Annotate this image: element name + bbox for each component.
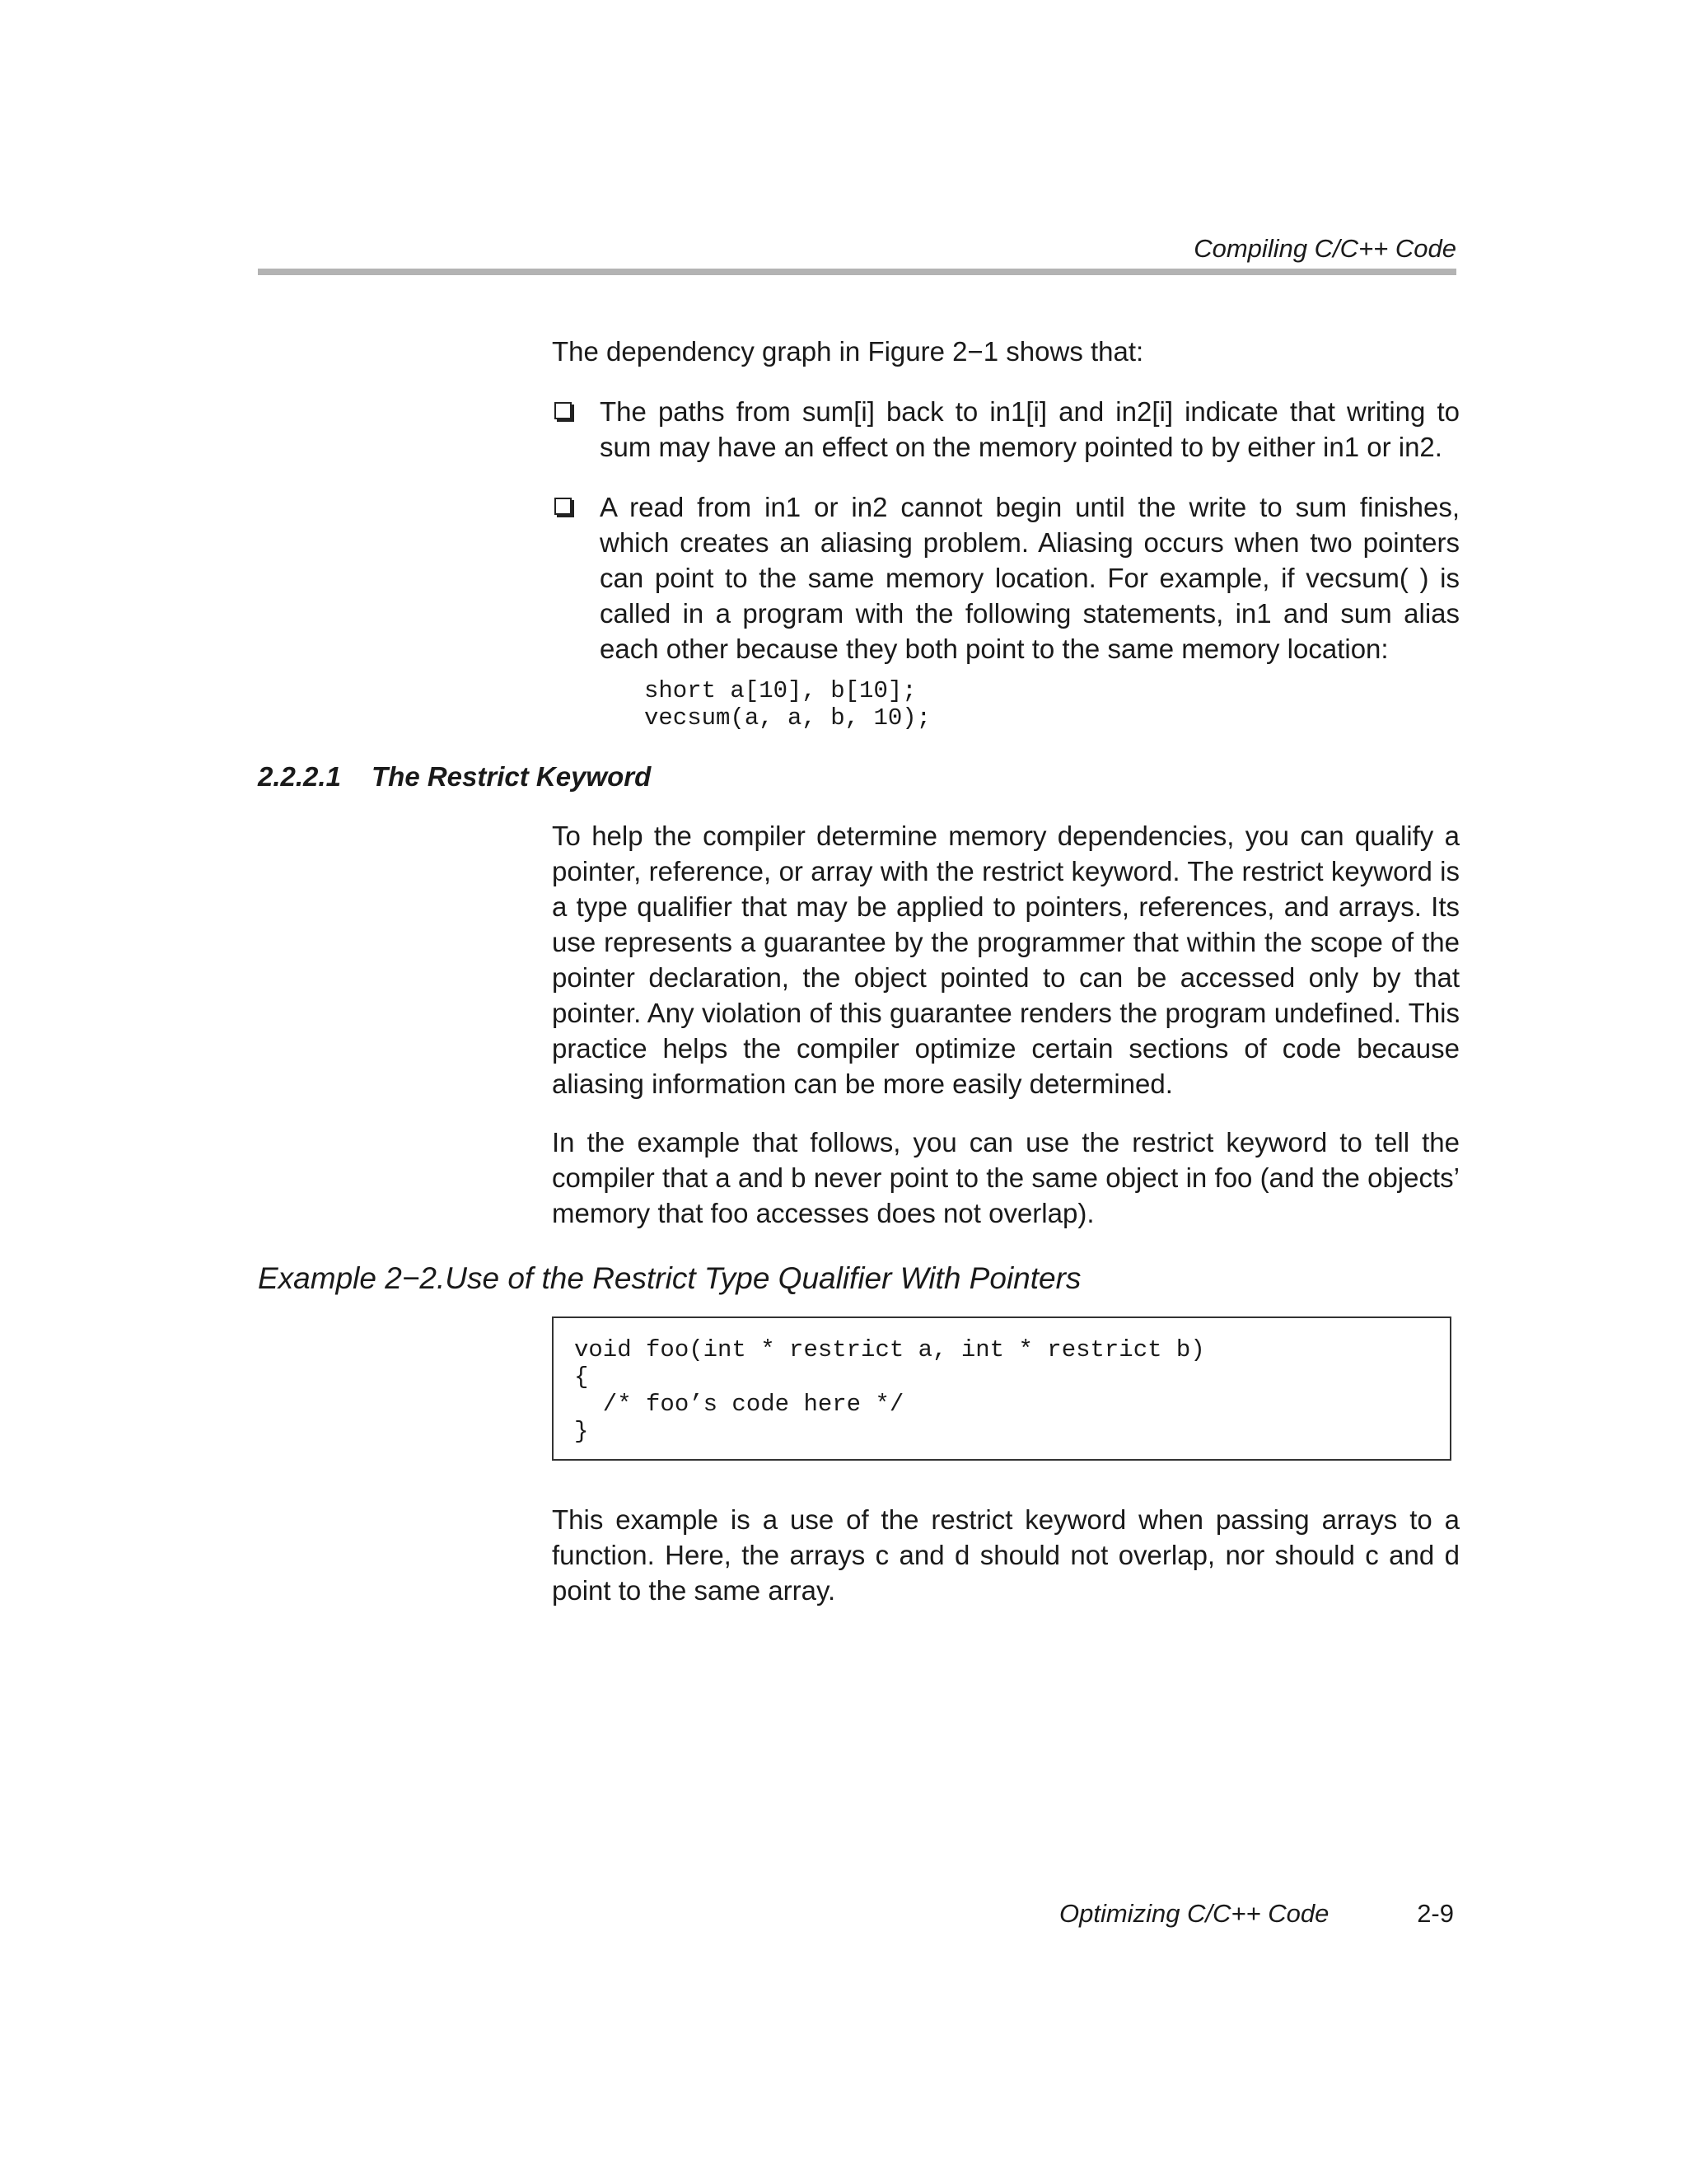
paragraph-example-lead: In the example that follows, you can use the restrict keyword to tell the compiler that a and b never point to the same object in foo (and the objects’ memory that foo accesses does not overlap). [552, 1127, 1460, 1228]
example-code-box [552, 1316, 1451, 1461]
intro-paragraph: The dependency graph in Figure 2−1 shows that: [552, 336, 1144, 367]
paragraph-restrict-intro: To help the compiler determine memory dependencies, you can qualify a pointer, reference, or array with the restrict keyword. The restrict keyword is a type qualifier that may be applied to pointers, references, and arrays. Its use represents a guarantee by the programmer that within the scope of the pointer declaration, the object pointed to can be accessed only by that pointer. Any violation of this guarantee renders the program undefined. This practice helps the compiler optimize certain sections of code because aliasing information can be more easily determined. [552, 821, 1460, 1099]
example-caption: Example 2−2.Use of the Restrict Type Qualifier With Pointers [258, 1261, 1082, 1295]
page-number: 2-9 [1417, 1899, 1454, 1928]
bullet-item [552, 394, 1460, 465]
running-header-title: Compiling C/C++ Code [1194, 234, 1456, 263]
bullet-text: The paths from sum[i] back to in1[i] and in2[i] indicate that writing to sum may have an effect on the memory pointed to by either in1 or in2. [600, 396, 1460, 462]
section-title: The Restrict Keyword [372, 761, 652, 792]
checkbox-bullet-icon [554, 498, 572, 515]
footer-title: Optimizing C/C++ Code [1059, 1899, 1330, 1928]
header-rule [258, 269, 1456, 275]
bullet-text: A read from in1 or in2 cannot begin until the write to sum finishes, which creates an aliasing problem. Aliasing occurs when two pointers can point to the same memory location. For example, if vecsum( ) is called in a program with the following statements, in1 and sum alias each other because they both point to the same memory location: [600, 492, 1460, 664]
section-heading [258, 761, 651, 793]
example-code: void foo(int * restrict a, int * restrict b) { /* foo’s code here */ } [574, 1336, 1205, 1445]
bullet-item [552, 489, 1460, 666]
inline-code-snippet: short a[10], b[10]; vecsum(a, a, b, 10); [644, 677, 932, 732]
section-number: 2.2.2.1 [258, 761, 341, 792]
paragraph-arrays: This example is a use of the restrict keyword when passing arrays to a function. Here, the arrays c and d should not overlap, nor should c and d point to the same array. [552, 1504, 1460, 1606]
checkbox-bullet-icon [554, 402, 572, 419]
